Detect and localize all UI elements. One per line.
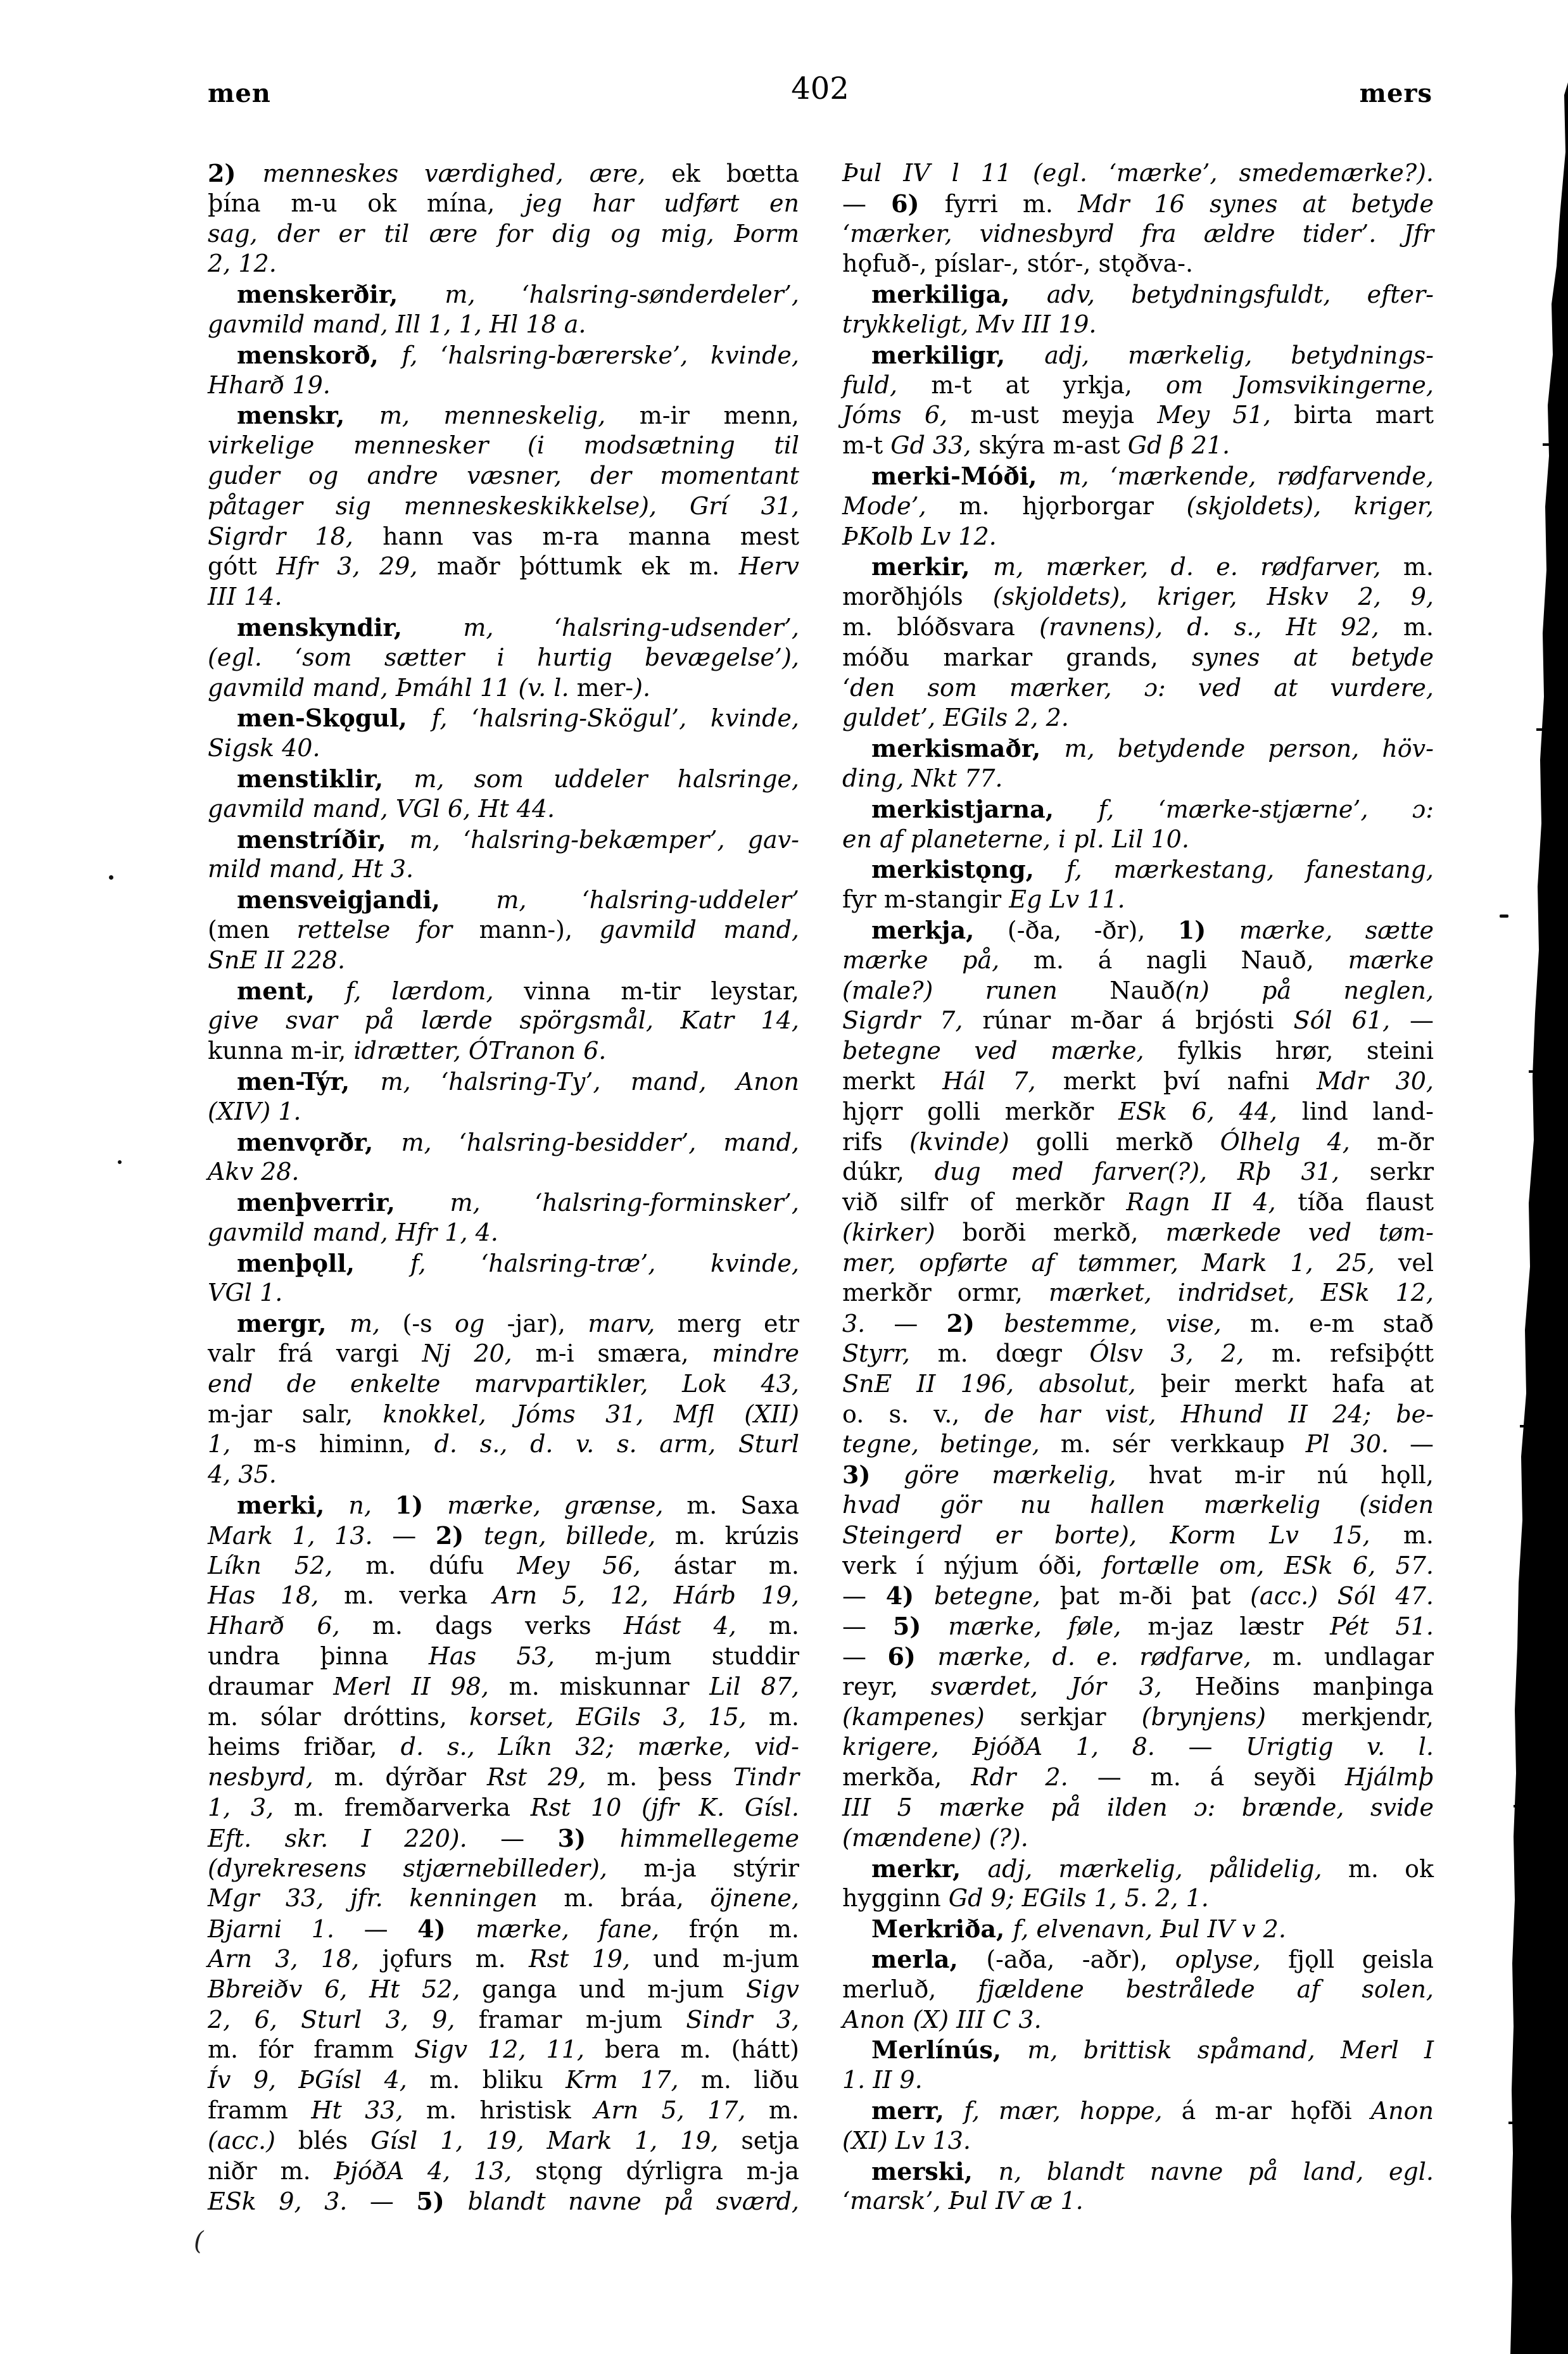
text-line: 3. — 2) bestemme, vise, m. e-m stað: [842, 1309, 1434, 1338]
text-line: merkismaðr, m, betydende person, höv-: [871, 734, 1434, 763]
text-line: mer, opførte af tømmer, Mark 1, 25, vel: [842, 1248, 1434, 1277]
text-line: Merkriða, f, elvenavn, Þul IV v 2.: [871, 1914, 1286, 1944]
text-line: gótt Hfr 3, 29, maðr þóttumk ek m. Herv: [208, 552, 799, 581]
text-line: end de enkelte marvpartikler, Lok 43,: [208, 1369, 799, 1398]
text-line: Arn 3, 18, jǫfurs m. Rst 19, und m-jum: [208, 1945, 799, 1973]
text-line: VGl 1.: [208, 1279, 283, 1307]
text-line: — 5) mærke, føle, m-jaz læstr Pét 51.: [842, 1612, 1434, 1641]
text-line: (kampenes) serkjar (brynjens) merkjendr,: [842, 1702, 1434, 1731]
text-line: gavmild mand, Hfr 1, 4.: [208, 1218, 498, 1246]
text-line: Líkn 52, m. dúfu Mey 56, ástar m.: [208, 1551, 799, 1579]
text-line: Merlínús, m, brittisk spåmand, Merl I: [871, 2035, 1434, 2065]
text-line: verk í nýjum óði, fortælle om, ESk 6, 57.: [842, 1551, 1434, 1579]
text-line: menvǫrðr, m, ‘halsring-besidder’, mand,: [237, 1127, 799, 1156]
text-line: m-t Gd 33, skýra m-ast Gd β 21.: [842, 431, 1230, 460]
text-line: niðr m. ÞjóðA 4, 13, stǫng dýrligra m-ja: [208, 2156, 799, 2185]
text-line: við silfr of merkðr Ragn II 4, tíða flaust: [842, 1188, 1434, 1217]
text-line: guder og andre væsner, der momentant: [208, 461, 799, 490]
text-line: Þul IV l 11 (egl. ‘mærke’, smedemærke?).: [842, 159, 1434, 187]
page-number: 402: [791, 71, 849, 106]
text-line: — 6) mærke, d. e. rødfarve, m. undlagar: [842, 1642, 1434, 1671]
text-line: (XI) Lv 13.: [842, 2126, 971, 2155]
text-line: tegne, betinge, m. sér verkkaup Pl 30. —: [842, 1430, 1434, 1459]
text-line: merla, (-aða, -aðr), oplyse, fjǫll geisla: [871, 1945, 1434, 1974]
text-line: menskr, m, menneskelig, m-ir menn,: [237, 401, 799, 430]
text-line: merkir, m, mærker, d. e. rødfarver, m.: [871, 552, 1434, 581]
text-line: merski, n, blandt navne på land, egl.: [871, 2156, 1434, 2186]
text-line: ment, f, lærdom, vinna m-tir leystar,: [237, 976, 799, 1005]
text-line: merluð, fjældene bestrålede af solen,: [842, 1975, 1434, 2003]
text-line: Styrr, m. dœgr Ólsv 3, 2, m. refsiþǫ́tt: [842, 1339, 1434, 1368]
text-line: mensveigjandi, m, ‘halsring-uddeler’: [237, 885, 799, 914]
text-line: mild mand, Ht 3.: [208, 855, 414, 883]
text-line: merkr, adj, mærkelig, pålidelig, m. ok: [871, 1854, 1434, 1883]
text-line: guldet’, EGils 2, 2.: [842, 704, 1069, 732]
text-line: merr, f, mær, hoppe, á m-ar hǫfði Anon: [871, 2096, 1434, 2125]
text-line: mergr, m, (-s og -jar), marv, merg etr: [237, 1309, 799, 1338]
text-line: mærke på, m. á nagli Nauð, mærke: [842, 946, 1434, 974]
text-line: m. blóðsvara (ravnens), d. s., Ht 92, m.: [842, 612, 1434, 641]
running-head-left: men: [208, 79, 271, 108]
text-line: hvad gör nu hallen mærkelig (siden: [842, 1491, 1434, 1519]
text-line: 1, 3, m. fremðarverka Rst 10 (jfr K. Gísl.: [208, 1794, 799, 1822]
text-line: (XIV) 1.: [208, 1097, 301, 1125]
text-line: gavmild mand, VGl 6, Ht 44.: [208, 794, 555, 823]
text-line: merkistǫng, f, mærkestang, fanestang,: [871, 855, 1434, 884]
text-line: sag, der er til ære for dig og mig, Þorm: [208, 219, 799, 248]
text-line: (egl. ‘som sætter i hurtig bevægelse’),: [208, 643, 799, 671]
text-line: SnE II 196, absolut, þeir merkt hafa at: [842, 1369, 1434, 1398]
text-line: Sigrdr 18, hann vas m-ra manna mest: [208, 522, 799, 550]
text-line: Jóms 6, m-ust meyja Mey 51, birta mart: [842, 401, 1434, 429]
text-line: betegne ved mærke, fylkis hrør, steini: [842, 1037, 1434, 1065]
text-line: merkja, (-ða, -ðr), 1) mærke, sætte: [871, 915, 1434, 944]
text-line: menþverrir, m, ‘halsring-forminsker’,: [237, 1188, 799, 1217]
text-line: undra þinna Has 53, m-jum studdir: [208, 1642, 799, 1671]
text-line: gavmild mand, Þmáhl 11 (v. l. mer-).: [208, 673, 651, 702]
text-line: (mændene) (?).: [842, 1823, 1028, 1852]
text-line: merkistjarna, f, ‘mærke-stjærne’, ɔ:: [871, 794, 1434, 823]
text-line: þína m-u ok mína, jeg har udført en: [208, 189, 799, 217]
text-line: — 4) betegne, þat m-ði þat (acc.) Sól 47.: [842, 1581, 1434, 1610]
text-line: 2, 6, Sturl 3, 9, framar m-jum Sindr 3,: [208, 2005, 800, 2034]
text-line: virkelige mennesker (i modsætning til: [208, 431, 799, 460]
text-line: Bbreiðv 6, Ht 52, ganga und m-jum Sigv: [208, 1975, 799, 2003]
text-line: merkða, Rdr 2. — m. á seyði Hjálmþ: [842, 1763, 1434, 1792]
text-line: menþǫll, f, ‘halsring-træ’, kvinde,: [237, 1248, 799, 1277]
text-line: III 14.: [208, 583, 282, 611]
text-line: móðu markar grands, synes at betyde: [842, 643, 1434, 671]
text-line: merki, n, 1) mærke, grænse, m. Saxa: [237, 1491, 800, 1520]
text-line: hjǫrr golli merkðr ESk 6, 44, lind land-: [842, 1097, 1434, 1125]
text-line: ‘marsk’, Þul IV æ 1.: [842, 2187, 1084, 2215]
text-line: kunna m-ir, idrætter, ÓTranon 6.: [208, 1037, 607, 1065]
text-line: Steingerd er borte), Korm Lv 15, m.: [842, 1521, 1434, 1549]
text-line: m-jar salr, knokkel, Jóms 31, Mfl (XII): [208, 1400, 799, 1428]
text-line: men-Skǫgul, f, ‘halsring-Skögul’, kvinde,: [237, 704, 799, 733]
text-line: o. s. v., de har vist, Hhund II 24; be-: [842, 1400, 1434, 1428]
text-line: Eft. skr. I 220). — 3) himmellegeme: [208, 1823, 799, 1852]
text-line: 3) göre mærkelig, hvat m-ir nú hǫll,: [842, 1460, 1434, 1490]
text-line: (dyrekresens stjærnebilleder), m-ja stýrir: [208, 1854, 799, 1882]
text-line: en af planeterne, i pl. Lil 10.: [842, 825, 1189, 853]
text-line: SnE II 228.: [208, 946, 346, 974]
text-line: hǫfuð-, píslar-, stór-, stǫðva-.: [842, 250, 1194, 278]
text-line: (men rettelse for mann-), gavmild mand,: [208, 915, 799, 944]
text-line: krigere, ÞjóðA 1, 8. — Urigtig v. l.: [842, 1733, 1434, 1761]
text-line: 4, 35.: [208, 1460, 277, 1489]
text-line: Mgr 33, jfr. kenningen m. bráa, öjnene,: [208, 1884, 799, 1913]
text-line: trykkeligt, Mv III 19.: [842, 310, 1097, 338]
text-line: ÞKolb Lv 12.: [842, 522, 997, 550]
text-line: 1, m-s himinn, d. s., d. v. s. arm, Sturl: [208, 1430, 799, 1459]
text-line: reyr, sværdet, Jór 3, Heðins manþinga: [842, 1672, 1434, 1700]
text-line: menskorð, f, ‘halsring-bærerske’, kvinde,: [237, 340, 799, 369]
text-line: give svar på lærde spörgsmål, Katr 14,: [208, 1006, 799, 1035]
text-line: m. sólar dróttins, korset, EGils 3, 15, m.: [208, 1702, 799, 1731]
text-line: III 5 mærke på ilden ɔ: brænde, svide: [842, 1794, 1434, 1822]
text-line: Has 18, m. verka Arn 5, 12, Hárb 19,: [208, 1581, 800, 1610]
text-line: fyr m-stangir Eg Lv 11.: [842, 885, 1125, 914]
text-line: Sigsk 40.: [208, 734, 320, 763]
text-line: menskyndir, m, ‘halsring-udsender’,: [237, 612, 799, 642]
text-line: påtager sig menneskeskikkelse), Grí 31,: [208, 491, 799, 520]
text-line: framm Ht 33, m. hristisk Arn 5, 17, m.: [208, 2096, 799, 2124]
text-line: Hharð 19.: [208, 370, 331, 399]
text-line: draumar Merl II 98, m. miskunnar Lil 87,: [208, 1672, 799, 1700]
text-line: — 6) fyrri m. Mdr 16 synes at betyde: [842, 189, 1434, 218]
text-line: m. fór framm Sigv 12, 11, bera m. (hátt): [208, 2035, 799, 2064]
text-line: ‘den som mærker, ɔ: ved at vurdere,: [842, 673, 1434, 702]
text-line: Bjarni 1. — 4) mærke, fane, frǫ́n m.: [208, 1914, 799, 1944]
text-line: Ív 9, ÞGísl 4, m. bliku Krm 17, m. liðu: [208, 2066, 799, 2094]
text-line: (acc.) blés Gísl 1, 19, Mark 1, 19, setja: [208, 2126, 800, 2155]
text-line: valr frá vargi Nj 20, m-i smæra, mindre: [208, 1339, 799, 1368]
text-line: Mode’, m. hjǫrborgar (skjoldets), kriger,: [842, 491, 1434, 520]
text-line: menskerðir, m, ‘halsring-sønderdeler’,: [237, 280, 799, 309]
text-line: (kirker) borði merkð, mærkede ved tøm-: [842, 1218, 1434, 1246]
text-line: 2, 12.: [208, 250, 277, 278]
text-line: hygginn Gd 9; EGils 1, 5. 2, 1.: [842, 1884, 1209, 1913]
text-line: dúkr, dug med farver(?), Rþ 31, serkr: [842, 1158, 1434, 1186]
text-line: ESk 9, 3. — 5) blandt navne på sværd,: [208, 2187, 799, 2216]
text-line: merkt Hál 7, merkt því nafni Mdr 30,: [842, 1066, 1434, 1095]
text-line: 2) menneskes værdighed, ære, ek bœtta: [208, 159, 799, 187]
text-line: merki-Móði, m, ‘mærkende, rødfarvende,: [871, 461, 1434, 490]
scan-stray-mark: (: [194, 2227, 204, 2256]
text-line: morðhjóls (skjoldets), kriger, Hskv 2, 9,: [842, 583, 1434, 611]
text-line: (male?) runen Nauð(n) på neglen,: [842, 976, 1434, 1004]
text-line: Akv 28.: [208, 1158, 300, 1186]
text-line: ding, Nkt 77.: [842, 764, 1003, 792]
text-line: rifs (kvinde) golli merkð Ólhelg 4, m-ðr: [842, 1127, 1434, 1156]
text-line: Sigrdr 7, rúnar m-ðar á brjósti Sól 61, —: [842, 1006, 1434, 1035]
text-line: merkiligr, adj, mærkelig, betydnings-: [871, 340, 1434, 369]
text-line: heims friðar, d. s., Líkn 32; mærke, vid-: [208, 1733, 799, 1761]
text-line: gavmild mand, Ill 1, 1, Hl 18 a.: [208, 310, 586, 338]
text-line: menstríðir, m, ‘halsring-bekæmper’, gav-: [237, 825, 799, 854]
text-line: Anon (X) III C 3.: [842, 2005, 1042, 2034]
text-line: 1. II 9.: [842, 2066, 923, 2094]
running-head-right: mers: [1359, 79, 1432, 108]
text-line: men-Týr, m, ‘halsring-Ty’, mand, Anon: [237, 1066, 799, 1096]
text-line: Mark 1, 13. — 2) tegn, billede, m. krúzis: [208, 1521, 800, 1550]
text-line: Hharð 6, m. dags verks Hást 4, m.: [208, 1612, 799, 1640]
text-line: merkiliga, adv, betydningsfuldt, efter-: [871, 280, 1434, 309]
text-line: ‘mærker, vidnesbyrd fra ældre tider’. Jfr: [842, 219, 1434, 248]
text-line: merkðr ormr, mærket, indridset, ESk 12,: [842, 1279, 1434, 1307]
text-line: fuld, m-t at yrkja, om Jomsvikingerne,: [842, 370, 1434, 399]
text-line: menstiklir, m, som uddeler halsringe,: [237, 764, 799, 793]
text-line: nesbyrd, m. dýrðar Rst 29, m. þess Tindr: [208, 1763, 799, 1792]
